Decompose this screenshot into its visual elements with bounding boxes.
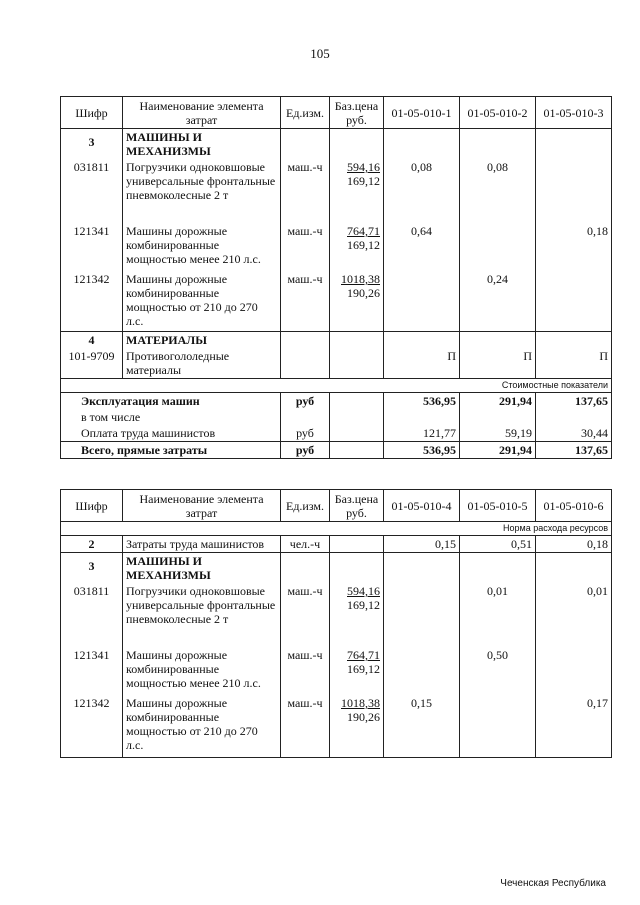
row-value-2: 0,50 xyxy=(460,647,536,695)
totals-row xyxy=(61,392,612,409)
row-value-1: 0,15 xyxy=(384,695,460,757)
table-row xyxy=(61,271,612,331)
row-name: Машины дорожные комбинированные мощностью менее 210 л.с. xyxy=(123,647,281,695)
header-row xyxy=(61,490,612,522)
row-value-1: 0,15 xyxy=(384,536,460,553)
header-col-4: 01-05-010-4 xyxy=(384,490,460,522)
resource-table-1 xyxy=(60,96,612,459)
row-value-3 xyxy=(536,271,612,331)
totals-row xyxy=(61,409,612,425)
price-bottom: 190,26 xyxy=(347,710,380,724)
row-price xyxy=(330,271,384,331)
resource-table-2 xyxy=(60,489,612,758)
total-unit xyxy=(281,409,330,425)
caption-row xyxy=(61,378,612,392)
header-code: Шифр xyxy=(61,490,123,522)
norm-caption: Норма расхода ресурсов xyxy=(61,522,612,536)
price-bottom: 169,12 xyxy=(347,238,380,252)
row-name: Противогололедные материалы xyxy=(123,348,281,379)
total-value-2 xyxy=(460,409,536,425)
table-row xyxy=(61,159,612,223)
total-value-1 xyxy=(384,409,460,425)
row-value-3 xyxy=(536,159,612,223)
header-name: Наименование элемента затрат xyxy=(123,97,281,129)
header-col-6: 01-05-010-6 xyxy=(536,490,612,522)
row-unit: маш.-ч xyxy=(281,647,330,695)
row-value-3: 0,18 xyxy=(536,536,612,553)
price-top: 594,16 xyxy=(347,160,380,174)
row-price xyxy=(330,159,384,223)
row-code: 101-9709 xyxy=(61,348,123,379)
header-price: Баз.цена руб. xyxy=(330,490,384,522)
section-code: 3 xyxy=(61,553,123,584)
row-value-1 xyxy=(384,271,460,331)
price-bottom: 169,12 xyxy=(347,174,380,188)
header-col-2: 01-05-010-2 xyxy=(460,97,536,129)
table-row xyxy=(61,348,612,379)
row-name: Машины дорожные комбинированные мощностью от 210 до 270 л.с. xyxy=(123,271,281,331)
section-row-machines xyxy=(61,553,612,584)
row-value-1 xyxy=(384,583,460,647)
total-value-3: 137,65 xyxy=(536,441,612,458)
caption-row xyxy=(61,522,612,536)
row-unit: маш.-ч xyxy=(281,583,330,647)
row-code: 031811 xyxy=(61,583,123,647)
row-unit: маш.-ч xyxy=(281,271,330,331)
row-value-3: 0,01 xyxy=(536,583,612,647)
row-value-3: П xyxy=(536,348,612,379)
row-code: 121342 xyxy=(61,271,123,331)
row-value-3 xyxy=(536,647,612,695)
price-top: 594,16 xyxy=(347,584,380,598)
total-label: в том числе xyxy=(61,409,281,425)
header-unit: Ед.изм. xyxy=(281,97,330,129)
section-row-materials xyxy=(61,331,612,348)
total-label: Всего, прямые затраты xyxy=(61,441,281,458)
row-name: Машины дорожные комбинированные мощностью от 210 до 270 л.с. xyxy=(123,695,281,757)
row-value-3: 0,17 xyxy=(536,695,612,757)
header-name: Наименование элемента затрат xyxy=(123,490,281,522)
total-value-2: 59,19 xyxy=(460,425,536,442)
total-unit: руб xyxy=(281,425,330,442)
price-bottom: 169,12 xyxy=(347,662,380,676)
row-code: 031811 xyxy=(61,159,123,223)
labor-row xyxy=(61,536,612,553)
row-price xyxy=(330,647,384,695)
header-unit: Ед.изм. xyxy=(281,490,330,522)
table-row xyxy=(61,223,612,271)
row-unit: маш.-ч xyxy=(281,159,330,223)
row-code: 121341 xyxy=(61,647,123,695)
row-value-1: П xyxy=(384,348,460,379)
header-col-5: 01-05-010-5 xyxy=(460,490,536,522)
row-code: 121342 xyxy=(61,695,123,757)
row-value-2: П xyxy=(460,348,536,379)
row-value-2: 0,08 xyxy=(460,159,536,223)
totals-row xyxy=(61,425,612,442)
footer-region: Чеченская Республика xyxy=(500,878,606,889)
table-row xyxy=(61,695,612,757)
header-code: Шифр xyxy=(61,97,123,129)
page-number: 105 xyxy=(310,46,330,61)
total-unit: руб xyxy=(281,441,330,458)
total-label: Эксплуатация машин xyxy=(61,392,281,409)
price-top: 1018,38 xyxy=(341,696,380,710)
totals-row xyxy=(61,441,612,458)
row-value-1 xyxy=(384,647,460,695)
section-code: 3 xyxy=(61,129,123,160)
price-bottom: 190,26 xyxy=(347,286,380,300)
header-col-1: 01-05-010-1 xyxy=(384,97,460,129)
row-value-2 xyxy=(460,223,536,271)
total-label: Оплата труда машинистов xyxy=(61,425,281,442)
total-value-1: 536,95 xyxy=(384,441,460,458)
total-value-3: 30,44 xyxy=(536,425,612,442)
header-col-3: 01-05-010-3 xyxy=(536,97,612,129)
row-value-2: 0,51 xyxy=(460,536,536,553)
row-value-3: 0,18 xyxy=(536,223,612,271)
row-value-2: 0,24 xyxy=(460,271,536,331)
section-title: МАШИНЫ И МЕХАНИЗМЫ xyxy=(123,553,281,584)
section-title: МАТЕРИАЛЫ xyxy=(123,331,281,348)
section-row-machines xyxy=(61,129,612,160)
row-value-2 xyxy=(460,695,536,757)
row-price xyxy=(330,583,384,647)
table-row xyxy=(61,583,612,647)
total-value-1: 536,95 xyxy=(384,392,460,409)
row-name: Погрузчики одноковшовые универсальные фронтальные пневмоколесные 2 т xyxy=(123,159,281,223)
row-unit: маш.-ч xyxy=(281,223,330,271)
cost-caption: Стоимостные показатели xyxy=(61,378,612,392)
row-code: 2 xyxy=(61,536,123,553)
price-top: 764,71 xyxy=(347,224,380,238)
table-row xyxy=(61,647,612,695)
row-name: Затраты труда машинистов xyxy=(123,536,281,553)
header-price: Баз.цена руб. xyxy=(330,97,384,129)
total-value-1: 121,77 xyxy=(384,425,460,442)
row-price xyxy=(330,695,384,757)
row-price xyxy=(330,223,384,271)
total-value-3 xyxy=(536,409,612,425)
total-value-2: 291,94 xyxy=(460,441,536,458)
row-unit: чел.-ч xyxy=(281,536,330,553)
total-value-2: 291,94 xyxy=(460,392,536,409)
section-code: 4 xyxy=(61,331,123,348)
header-row xyxy=(61,97,612,129)
row-name: Погрузчики одноковшовые универсальные фронтальные пневмоколесные 2 т xyxy=(123,583,281,647)
section-title: МАШИНЫ И МЕХАНИЗМЫ xyxy=(123,129,281,160)
row-value-1: 0,08 xyxy=(384,159,460,223)
price-top: 764,71 xyxy=(347,648,380,662)
total-value-3: 137,65 xyxy=(536,392,612,409)
row-code: 121341 xyxy=(61,223,123,271)
price-top: 1018,38 xyxy=(341,272,380,286)
total-unit: руб xyxy=(281,392,330,409)
row-unit: маш.-ч xyxy=(281,695,330,757)
row-value-1: 0,64 xyxy=(384,223,460,271)
row-name: Машины дорожные комбинированные мощностью менее 210 л.с. xyxy=(123,223,281,271)
row-value-2: 0,01 xyxy=(460,583,536,647)
price-bottom: 169,12 xyxy=(347,598,380,612)
row-unit xyxy=(281,348,330,379)
